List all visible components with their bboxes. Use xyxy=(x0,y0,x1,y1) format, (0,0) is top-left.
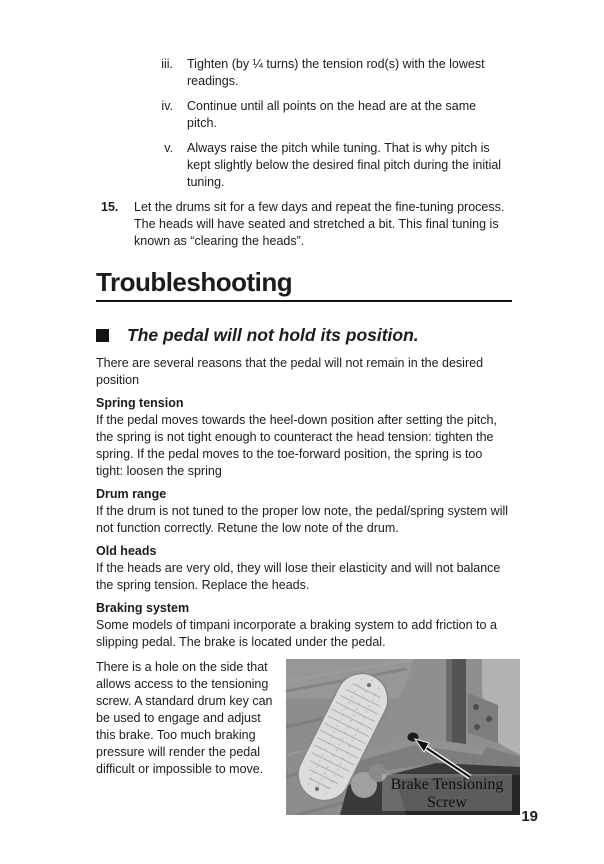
section-body: Some models of timpani incorporate a braking system to add friction to a slipping pedal. The brake is located under the pedal. xyxy=(96,618,497,649)
list-marker: iv. xyxy=(161,99,173,113)
issue-intro: There are several reasons that the pedal will not remain in the desired position xyxy=(96,356,484,387)
roman-list xyxy=(96,56,512,191)
section-heading-spring-tension: Spring tension xyxy=(96,396,184,410)
section-heading-drum-range: Drum range xyxy=(96,487,167,501)
pedal-photo-illustration xyxy=(286,659,520,815)
list-item-text: Tighten (by ¼ turns) the tension rod(s) with the lowest readings. xyxy=(187,57,485,88)
list-marker: 15. xyxy=(101,200,119,214)
list-marker: v. xyxy=(164,141,173,155)
side-note: There is a hole on the side that allows access to the tensioning screw. A standard drum key can be used to engage and adjust this brake. Too much braking pressure will render the pedal difficult or impossible to move. xyxy=(96,660,273,776)
issue-heading-row xyxy=(96,325,512,345)
section-body: If the pedal moves towards the heel-down position after setting the pitch, the spring is not tight enough to counteract the head tension: tighten the spring. If the pedal moves to the toe-forward position, the spring is too tight: loosen the spring xyxy=(96,413,497,478)
issue-heading: The pedal will not hold its position. xyxy=(127,325,419,345)
list-item-text: Continue until all points on the head are at the same pitch. xyxy=(187,99,477,130)
list-item-15 xyxy=(96,199,512,250)
section-body: If the heads are very old, they will lose their elasticity and will not balance the spring tension. Replace the heads. xyxy=(96,561,501,592)
list-item-text: Let the drums sit for a few days and repeat the fine-tuning process. The heads will have seated and stretched a bit. This final tuning is known as “clearing the heads”. xyxy=(134,200,505,248)
page-number: 19 xyxy=(521,808,538,825)
section-heading-braking-system: Braking system xyxy=(96,601,190,615)
section-body: If the drum is not tuned to the proper low note, the pedal/spring system will not function correctly. Retune the low note of the drum. xyxy=(96,504,509,535)
section-heading-old-heads: Old heads xyxy=(96,544,157,558)
pedal-photo xyxy=(286,659,520,815)
page-title: Troubleshooting xyxy=(96,268,512,302)
list-item-iii xyxy=(96,56,512,90)
list-marker: iii. xyxy=(161,57,173,71)
figure-caption-line2: Screw xyxy=(427,794,467,811)
list-item-v xyxy=(96,140,512,191)
list-item-iv xyxy=(96,98,512,132)
figure-block xyxy=(96,659,512,815)
list-item-text: Always raise the pitch while tuning. That is why pitch is kept slightly below the desired final pitch during the initial tuning. xyxy=(187,141,502,189)
square-bullet-icon xyxy=(96,329,109,342)
figure-caption-line1: Brake Tensioning xyxy=(390,776,504,793)
